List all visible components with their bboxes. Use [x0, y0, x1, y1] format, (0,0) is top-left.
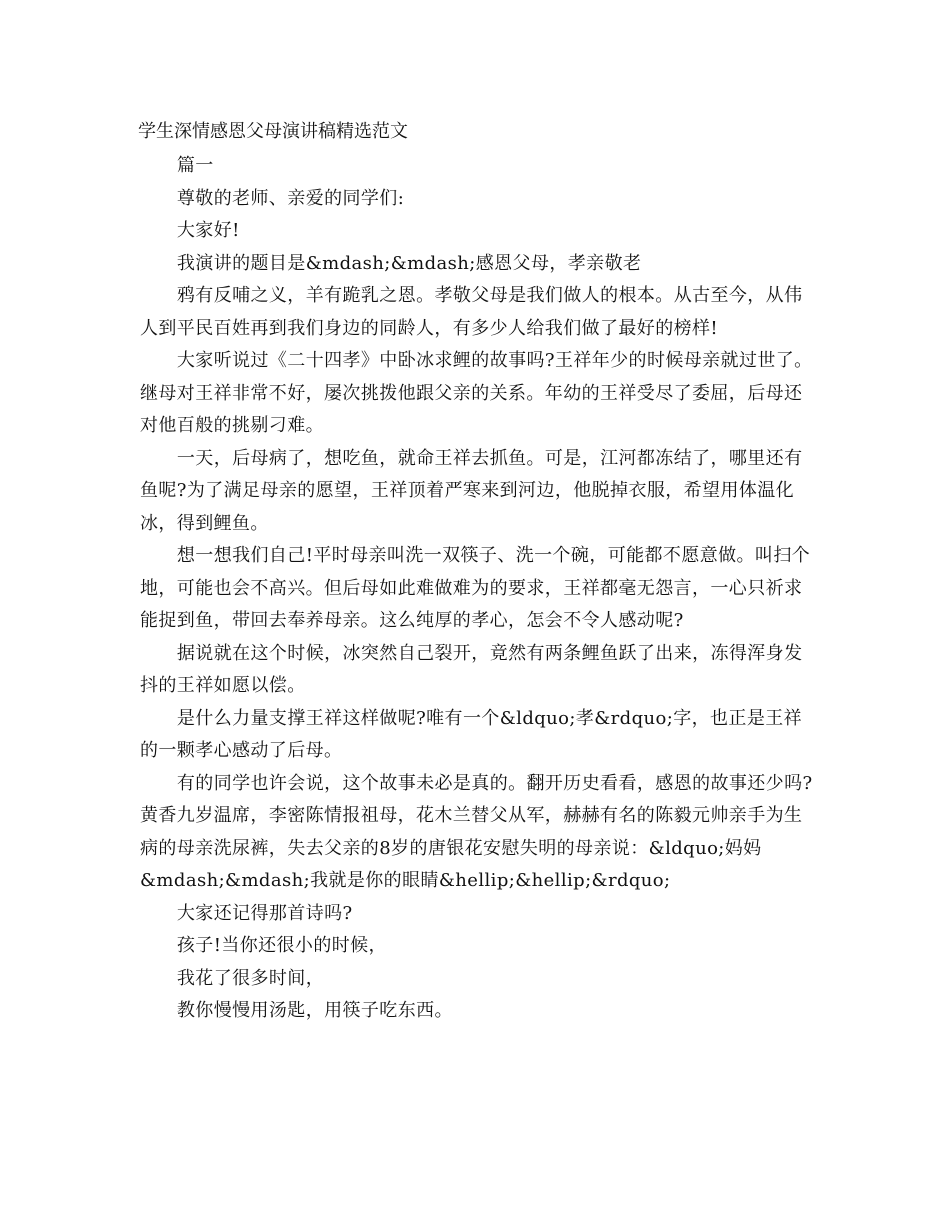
paragraph: 鸦有反哺之义，羊有跪乳之恩。孝敬父母是我们做人的根本。从古至今，从伟人到平民百姓再到我们身边的同龄人，有多少人给我们做了最好的榜样! — [140, 285, 803, 339]
section-heading: 篇一 — [176, 155, 214, 176]
greeting: 大家好! — [176, 220, 240, 241]
paragraph: 有的同学也许会说，这个故事未必是真的。翻开历史看看，感恩的故事还少吗?黄香九岁温席，李密陈情报祖母，花木兰替父从军，赫赫有名的陈毅元帅亲手为生病的母亲洗尿裤，失去父亲的8岁的唐银花安慰失明的母亲说：&ldquo;妈妈&mdash;&mdash;我就是你的眼睛&hellip;&hellip;&rdquo; — [140, 772, 813, 891]
document-body — [140, 150, 814, 1028]
paragraph: 据说就在这个时候，冰突然自己裂开，竟然有两条鲤鱼跃了出来，冻得浑身发抖的王祥如愿以偿。 — [140, 642, 803, 696]
paragraph: 大家听说过《二十四孝》中卧冰求鲤的故事吗?王祥年少的时候母亲就过世了。继母对王祥非常不好，屡次挑拨他跟父亲的关系。年幼的王祥受尽了委屈，后母还对他百般的挑剔刁难。 — [140, 350, 813, 436]
salutation: 尊敬的老师、亲爱的同学们: — [176, 187, 405, 209]
paragraph: 大家还记得那首诗吗? — [176, 902, 353, 924]
paragraph: 一天，后母病了，想吃鱼，就命王祥去抓鱼。可是，江河都冻结了，哪里还有鱼呢?为了满足母亲的愿望，王祥顶着严寒来到河边，他脱掉衣服，希望用体温化冰，得到鲤鱼。 — [140, 447, 803, 534]
paragraph: 想一想我们自己!平时母亲叫洗一双筷子、洗一个碗，可能都不愿意做。叫扫个地，可能也会不高兴。但后母如此难做难为的要求，王祥都毫无怨言，一心只祈求能捉到鱼，带回去奉养母亲。这么纯厚的孝心，怎会不令人感动呢? — [140, 545, 811, 631]
poem-line: 孩子!当你还很小的时候， — [176, 935, 387, 956]
poem-line: 我花了很多时间， — [176, 967, 325, 989]
document-title: 学生深情感恩父母演讲稿精选范文 — [138, 121, 408, 142]
paragraph: 是什么力量支撑王祥这样做呢?唯有一个&ldquo;孝&rdquo;字，也正是王祥的一颗孝心感动了后母。 — [140, 707, 803, 761]
poem-line: 教你慢慢用汤匙，用筷子吃东西。 — [176, 1000, 453, 1021]
speech-topic: 我演讲的题目是&mdash;&mdash;感恩父母，孝亲敬老 — [176, 252, 642, 274]
